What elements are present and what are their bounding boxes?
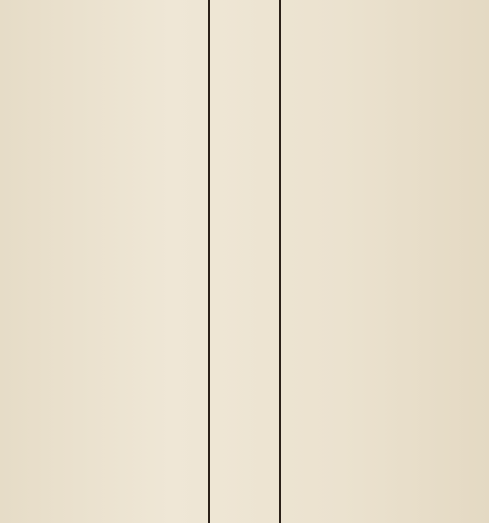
column-divider-left [208, 0, 210, 523]
column-divider-right [279, 0, 281, 523]
